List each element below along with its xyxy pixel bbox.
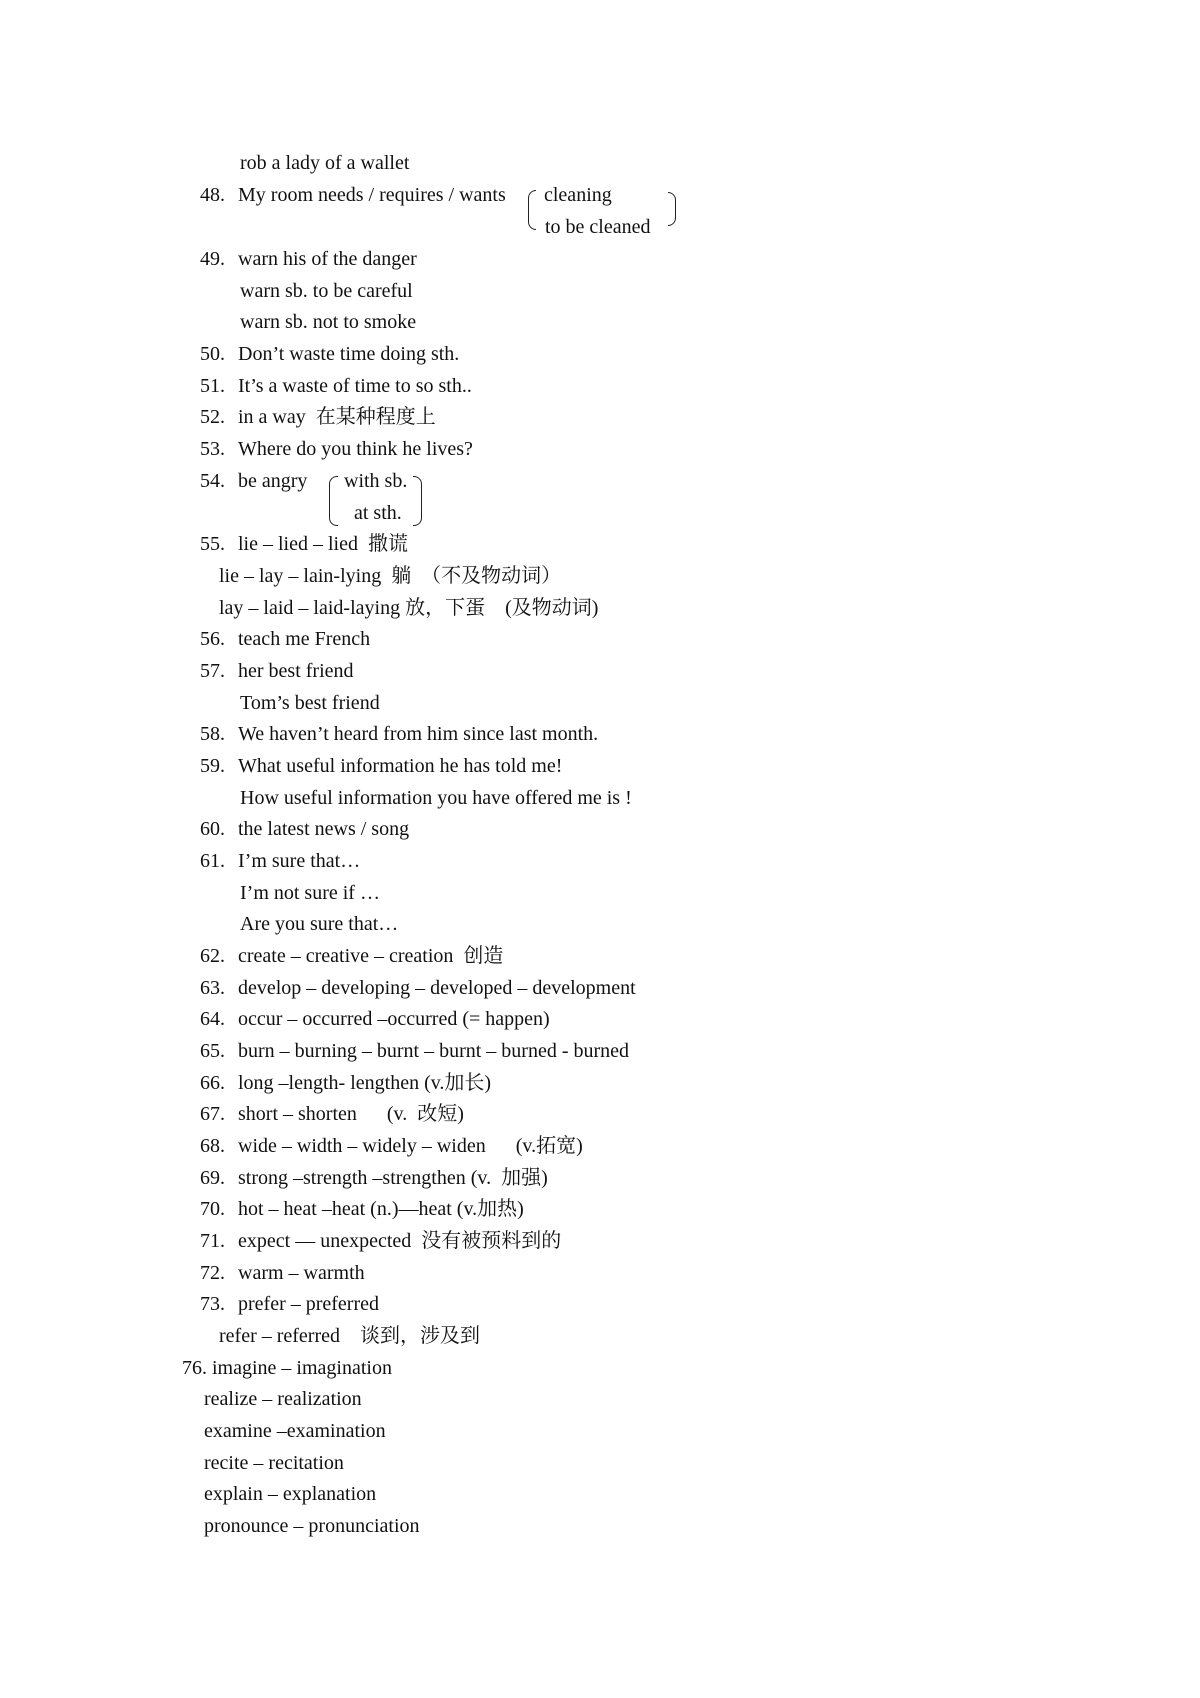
item-59-line-2: How useful information you have offered me is ! (240, 787, 632, 809)
right-bracket (413, 476, 422, 526)
item-55-line-2: lie – lay – lain-lying 躺 （不及物动词） (219, 565, 562, 587)
right-bracket (668, 192, 676, 226)
item-64: 64. occur – occurred –occurred (= happen) (200, 1008, 550, 1030)
item-61: 61. I’m sure that… (200, 850, 361, 872)
item-65: 65. burn – burning – burnt – burnt – burned - burned (200, 1040, 630, 1062)
item-48: 48. My room needs / requires / wants (200, 184, 506, 206)
item-73-line-2: refer – referred 谈到，涉及到 (219, 1325, 481, 1347)
item-50: 50. Don’t waste time doing sth. (200, 343, 460, 365)
item-57-line-2: Tom’s best friend (240, 692, 380, 714)
item-66: 66. long –length- lengthen (v.加长) (200, 1072, 492, 1094)
left-bracket (528, 190, 536, 230)
item-57: 57. her best friend (200, 660, 354, 682)
item-52: 52. in a way 在某种程度上 (200, 406, 436, 428)
item-51: 51. It’s a waste of time to so sth.. (200, 375, 472, 397)
item-63: 63. develop – developing – developed – development (200, 977, 636, 999)
item-70: 70. hot – heat –heat (n.)—heat (v.加热) (200, 1198, 524, 1220)
item-53: 53. Where do you think he lives? (200, 438, 473, 460)
item-49-line-2: warn sb. to be careful (240, 280, 413, 302)
item-58: 58. We haven’t heard from him since last month. (200, 723, 599, 745)
item-76: 76. imagine – imagination (182, 1357, 392, 1379)
item-54-option-with: with sb. (344, 470, 408, 492)
item-49-line-3: warn sb. not to smoke (240, 311, 417, 333)
item-67: 67. short – shorten (v. 改短) (200, 1103, 464, 1125)
item-68: 68. wide – width – widely – widen (v.拓宽) (200, 1135, 583, 1157)
item-60: 60. the latest news / song (200, 818, 410, 840)
item-76-line-2: realize – realization (204, 1388, 362, 1410)
item-69: 69. strong –strength –strengthen (v. 加强) (200, 1167, 548, 1189)
item-55-line-3: lay – laid – laid-laying 放，下蛋 (及物动词) (219, 597, 599, 619)
item-71: 71. expect — unexpected 没有被预料到的 (200, 1230, 562, 1252)
item-72: 72. warm – warmth (200, 1262, 365, 1284)
item-76-line-3: examine –examination (204, 1420, 386, 1442)
left-bracket (329, 476, 338, 526)
item-48-option-cleaning: cleaning (544, 184, 612, 206)
item-76-line-5: explain – explanation (204, 1483, 377, 1505)
item-61-line-2: I’m not sure if … (240, 882, 380, 904)
item-49: 49. warn his of the danger (200, 248, 417, 270)
item-76-line-6: pronounce – pronunciation (204, 1515, 420, 1537)
item-59: 59. What useful information he has told me! (200, 755, 563, 777)
item-56: 56. teach me French (200, 628, 371, 650)
item-76-line-4: recite – recitation (204, 1452, 344, 1474)
item-62: 62. create – creative – creation 创造 (200, 945, 504, 967)
item-55: 55. lie – lied – lied 撒谎 (200, 533, 408, 555)
item-73: 73. prefer – preferred (200, 1293, 380, 1315)
item-54-option-at: at sth. (354, 502, 402, 524)
item-54: 54. be angry (200, 470, 308, 492)
line-rob-lady: rob a lady of a wallet (240, 152, 410, 174)
item-48-option-to-be-cleaned: to be cleaned (545, 216, 651, 238)
item-61-line-3: Are you sure that… (240, 913, 399, 935)
